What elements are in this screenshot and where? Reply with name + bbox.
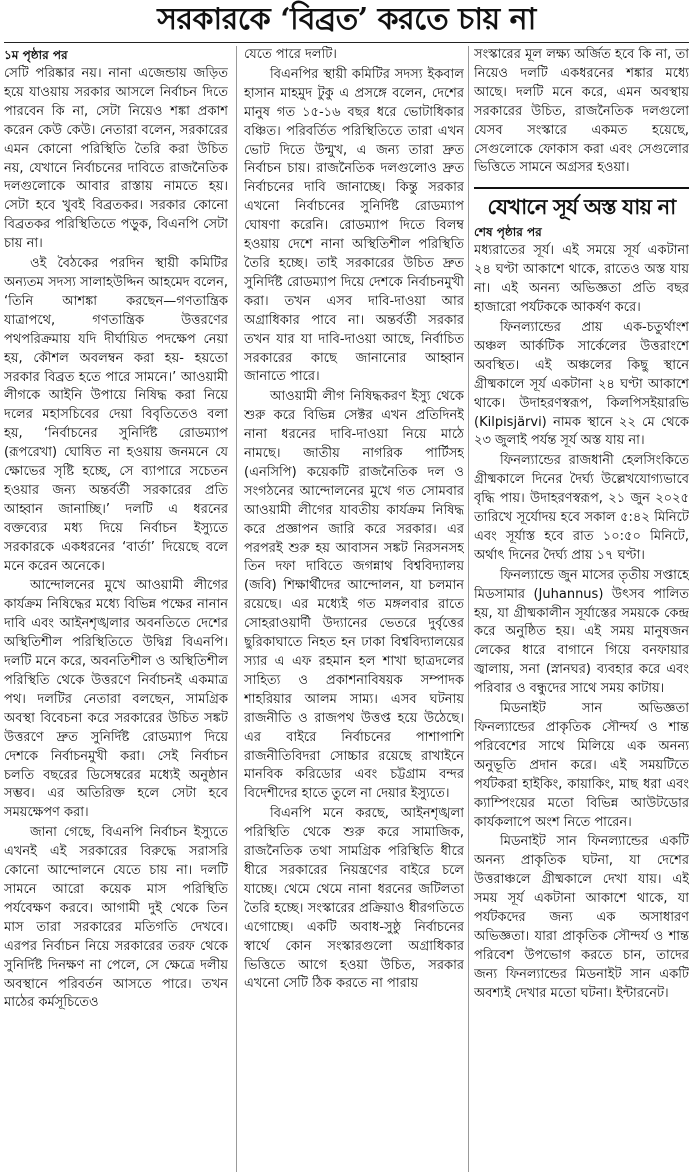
article-column-1 <box>4 46 228 1174</box>
continued-from-note: শেষ পৃষ্ঠার পর <box>474 225 542 240</box>
article-paragraph: বিএনপি মনে করছে, আইনশৃঙ্খলা পরিস্থিতি থেকে শুরু করে সামাজিক, রাজনৈতিক তথা সামগ্রিক পরিস্থিতি ধীরে ধীরে সরকারের নিয়ন্ত্রণের বাইরে চলে যাচ্ছে। থেমে থেমে নানা ধরনের জটিলতা তৈরি হচ্ছে। সংস্কারের প্রক্রিয়াও ধীরগতিতে এগোচ্ছে। একটি অবাধ-সুষ্ঠু নির্বাচনের স্বার্থে কোন সংস্কারগুলো অগ্রাধিকার ভিত্তিতে আগে হওয়া উচিত, সরকার এখনো সেটি ঠিক করতে না পারায় <box>244 806 464 992</box>
second-story-rule <box>474 187 689 189</box>
column-divider <box>468 46 469 1172</box>
article-paragraph: যেতে পারে দলটি। <box>244 47 337 62</box>
article-paragraph: মিডনাইট সান অভিজ্ঞতা ফিনল্যান্ডের প্রাকৃতিক সৌন্দর্য ও শান্ত পরিবেশের সাথে মিলিয়ে এক অনন্য অনুভূতি প্রদান করে। এই সময়টিতে পর্যটকরা হাইকিং, কায়াকিং, মাছ ধরা এবং ক্যাম্পিংয়ের মতো বিভিন্ন আউটডোর কার্যকলাপে অংশ নিতে পারেন। <box>474 701 689 830</box>
article-paragraph: মিডনাইট সান ফিনল্যান্ডের একটি অনন্য প্রাকৃতিক ঘটনা, যা দেশের উত্তরাঞ্চলে গ্রীষ্মকালে দেখা যায়। এই সময় সূর্য একটানা আকাশে থাকে, যা পর্যটকদের জন্য এক অসাধারণ অভিজ্ঞতা। যারা প্রাকৃতিক সৌন্দর্য ও শান্ত পরিবেশ উপভোগ করতে চান, তাদের জন্য ফিনল্যান্ডের মিডনাইট সান একটি অবশ্যই দেখার মতো ঘটনা। ইন্টারনেট। <box>474 834 689 1001</box>
article-paragraph: বিএনপির স্থায়ী কমিটির সদস্য ইকবাল হাসান মাহমুদ টুকু এ প্রসঙ্গে বলেন, দেশের মানুষ গত ১৫-১৬ বছর ধরে ভোটাধিকার বঞ্চিত। পরিবর্তিত পরিস্থিতিতে তারা এখন ভোট দিতে উন্মুখ, এ জন্য তারা দ্রুত নির্বাচন চায়। রাজনৈতিক দলগুলোও দ্রুত নির্বাচনের দাবি জানাচ্ছে। কিন্তু সরকার এখনো নির্বাচনের সুনির্দিষ্ট রোডম্যাপ ঘোষণা করেনি। রোডম্যাপ দিতে বিলম্ব হওয়ায় দেশে নানা অস্থিতিশীল পরিস্থিতি তৈরি হচ্ছে। তাই সরকারের উচিত দ্রুত সুনির্দিষ্ট রোডম্যাপ দিয়ে দেশকে নির্বাচনমুখী করা। তখন এসব দাবি-দাওয়া আর অগ্রাধিকার পাবে না। অন্তর্বর্তী সরকার তখন যার যা দাবি-দাওয়া আছে, নির্বাচিত সরকারের কাছে জানানোর আহ্বান জানাতে পারে। <box>244 66 464 385</box>
article-paragraph: আন্দোলনের মুখে আওয়ামী লীগের কার্যক্রম নিষিদ্ধের মধ্যে বিভিন্ন পক্ষের নানান দাবি এবং আইনশৃঙ্খলার অবনতিতে দেশের অস্থিতিশীল পরিস্থিতিতে উদ্বিগ্ন বিএনপি। দলটি মনে করে, অবনতিশীল ও অস্থিতিশীল পরিস্থিতি থেকে উত্তরণে নির্বাচনই একমাত্র পথ। দলটির নেতারা বলছেন, সামগ্রিক অবস্থা বিবেচনা করে সরকারের উচিত সঙ্কট উত্তরণে দ্রুত সুনির্দিষ্ট রোডম্যাপ দিয়ে দেশকে নির্বাচনমুখী করা। সেই নির্বাচন চলতি বছরের ডিসেম্বরের মধ্যেই অনুষ্ঠান সম্ভব। এর অতিরিক্ত হলে সেটা হবে সময়ক্ষেপণ করা। <box>4 578 228 821</box>
article-paragraph: সংস্কারের মূল লক্ষ্য অর্জিত হবে কি না, তা নিয়েও দলটি একধরনের শঙ্কার মধ্যে আছে। দলটি মনে করে, এমন অবস্থায় সরকারের উচিত, রাজনৈতিক দলগুলো যেসব সংস্কারে একমত হয়েছে, সেগুলোকে ফোকাস করা এবং সেগুলোর ভিত্তিতে সামনে অগ্রসর হওয়া। <box>474 47 689 176</box>
main-headline: সরকারকে ‘বিব্রত’ করতে চায় না <box>157 2 536 37</box>
article-paragraph: ফিনল্যান্ডে জুন মাসের তৃতীয় সপ্তাহে মিডসামার (Juhannus) উৎসব পালিত হয়, যা গ্রীষ্মকালীন সূর্যাস্তের সময়কে কেন্দ্র করে অনুষ্ঠিত হয়। এই সময় মানুষজন লেকের ধারে বাগানে গিয়ে বনফায়ার জ্বালায়, সনা (স্নানঘর) ব্যবহার করে এবং পরিবার ও বন্ধুদের সাথে সময় কাটায়। <box>474 567 689 697</box>
article-column-2 <box>244 46 464 1174</box>
continued-from-note: ১ম পৃষ্ঠার পর <box>4 48 68 62</box>
second-story-headline: যেখানে সূর্য অস্ত যায় না <box>487 194 676 220</box>
article-paragraph: ফিনল্যান্ডের রাজধানী হেলসিংকিতে গ্রীষ্মকালে দিনের দৈর্ঘ্য উল্লেখযোগ্যভাবে বৃদ্ধি পায়। উদাহরণস্বরূপ, ২১ জুন ২০২৫ তারিখে সূর্যোদয় হবে সকাল ৫:৪২ মিনিটে এবং সূর্যাস্ত হবে রাত ১০:৫০ মিনিটে, অর্থাৎ দিনের দৈর্ঘ্য প্রায় ১৭ ঘণ্টা। <box>474 453 689 563</box>
article-paragraph: মধ্যরাতের সূর্য। এই সময়ে সূর্য একটানা ২৪ ঘণ্টা আকাশে থাকে, রাতেও অস্ত যায় না। এই অনন্য অভিজ্ঞতা প্রতি বছর হাজারো পর্যটককে আকর্ষণ করে। <box>474 243 689 316</box>
second-story <box>474 187 689 1003</box>
article-paragraph: আওয়ামী লীগ নিষিদ্ধকরণ ইস্যু থেকে শুরু করে বিভিন্ন সেক্টর এখন প্রতিদিনই নানা ধরনের দাবি-দাওয়া নিয়ে মাঠে নামছে। জাতীয় নাগরিক পার্টিসহ (এনসিপি) কয়েকটি রাজনৈতিক দল ও সংগঠনের আন্দোলনের মুখে গত সোমবার আওয়ামী লীগের যাবতীয় কার্যক্রম নিষিদ্ধ করে প্রজ্ঞাপন জারি করে সরকার। এর পরপরই শুরু হয় আবাসন সঙ্কট নিরসনসহ তিন দফা দাবিতে জগন্নাথ বিশ্ববিদ্যালয় (জবি) শিক্ষার্থীদের আন্দোলন, যা চলমান রয়েছে। এর মধ্যেই গত মঙ্গলবার রাতে সোহরাওয়ার্দী উদ্যানের ভেতরে দুর্বৃত্তের ছুরিকাঘাতে নিহত হন ঢাকা বিশ্ববিদ্যালয়ের স্যার এ এফ রহমান হল শাখা ছাত্রদলের সাহিত্য ও প্রকাশনাবিষয়ক সম্পাদক শাহরিয়ার আলম সাম্য। এসব ঘটনায় রাজনীতি ও রাজপথ উত্তপ্ত হয়ে উঠেছে। এর বাইরে নির্বাচনের পাশাপাশি রাজনীতিবিদরা সোচ্চার রয়েছে রাখাইনে মানবিক করিডোর এবং চট্টগ্রাম বন্দর বিদেশীদের হাতে তুলে না দেয়ার ইস্যুতে। <box>244 389 464 802</box>
article-paragraph: ফিনল্যান্ডের প্রায় এক-চতুর্থাংশ অঞ্চল আর্কটিক সার্কেলের উত্তরাংশে অবস্থিত। এই অঞ্চলের কিছু স্থানে গ্রীষ্মকালে সূর্য একটানা ২৪ ঘণ্টা আকাশে থাকে। উদাহরণস্বরূপ, কিলপিসইয়ারভি (Kilpisjärvi) নামক স্থানে ২২ মে থেকে ২৩ জুলাই পর্যন্ত সূর্য অস্ত যায় না। <box>474 319 689 449</box>
article-column-3 <box>474 46 689 1174</box>
article-paragraph: জানা গেছে, বিএনপি নির্বাচন ইস্যুতে এখনই এই সরকারের বিরুদ্ধে সরাসরি কোনো আন্দোলনে যেতে চায় না। দলটি সামনে আরো কয়েক মাস পরিস্থিতি পর্যবেক্ষণ করবে। আগামী দুই থেকে তিন মাস তারা সরকারের মতিগতি দেখবে। এরপর নির্বাচন নিয়ে সরকারের তরফ থেকে সুনির্দিষ্ট দিনক্ষণ না পেলে, সে ক্ষেত্রে দলীয় অবস্থানে পরিবর্তন আসতে পারে। তখন মাঠের কর্মসূচিতেও <box>4 825 228 1011</box>
column-divider <box>236 46 237 1172</box>
article-paragraph: সেটি পরিষ্কার নয়। নানা এজেন্ডায় জড়িত হয়ে যাওয়ায় সরকার আসলে নির্বাচন দিতে পারবেন কি না, সেটা নিয়েও শঙ্কা প্রকাশ করেন কেউ কেউ। নেতারা বলেন, সরকারের এমন কোনো পরিস্থিতি তৈরি করা উচিত নয়, যেখানে নির্বাচনের দাবিতে রাজনৈতিক দলগুলোকে আবার রাস্তায় নামতে হয়। সেটা হবে খুবই বিব্রতকর। সরকার কোনো বিব্রতকর পরিস্থিতিতে পড়ুক, বিএনপি সেটা চায় না। <box>4 66 228 252</box>
headline-rule <box>4 42 689 43</box>
article-paragraph: ওই বৈঠকের পরদিন স্থায়ী কমিটির অন্যতম সদস্য সালাহউদ্দিন আহমেদ বলেন, ‘তিনি আশঙ্কা করছেন—গণতান্ত্রিক যাত্রাপথে, গণতান্ত্রিক উত্তরণের পথপরিক্রমায় যদি দীর্ঘায়িত পদক্ষেপ নেয়া হয়, কৌশল অবলম্বন করা হয়- হয়তো সরকার বিব্রত হতে পারে সামনে।’ আওয়ামী লীগকে আইনি উপায়ে নিষিদ্ধ করা নিয়ে দলের মহাসচিবের দেয়া বিবৃতিতেও বলা হয়, ‘নির্বাচনের সুনির্দিষ্ট রোডম্যাপ (রূপরেখা) ঘোষিত না হওয়ায় জনমনে যে ক্ষোভের সৃষ্টি হচ্ছে, সে ব্যাপারে সচেতন হওয়ার জন্য অন্তর্বর্তী সরকারের প্রতি আহ্বান জানাচ্ছি।’ দলটি এ ধরনের বক্তব্যের মধ্য দিয়ে নির্বাচন ইস্যুতে সরকারকে একধরনের ‘বার্তা’ দিয়েছে বলে মনে করেন অনেকে। <box>4 256 228 574</box>
